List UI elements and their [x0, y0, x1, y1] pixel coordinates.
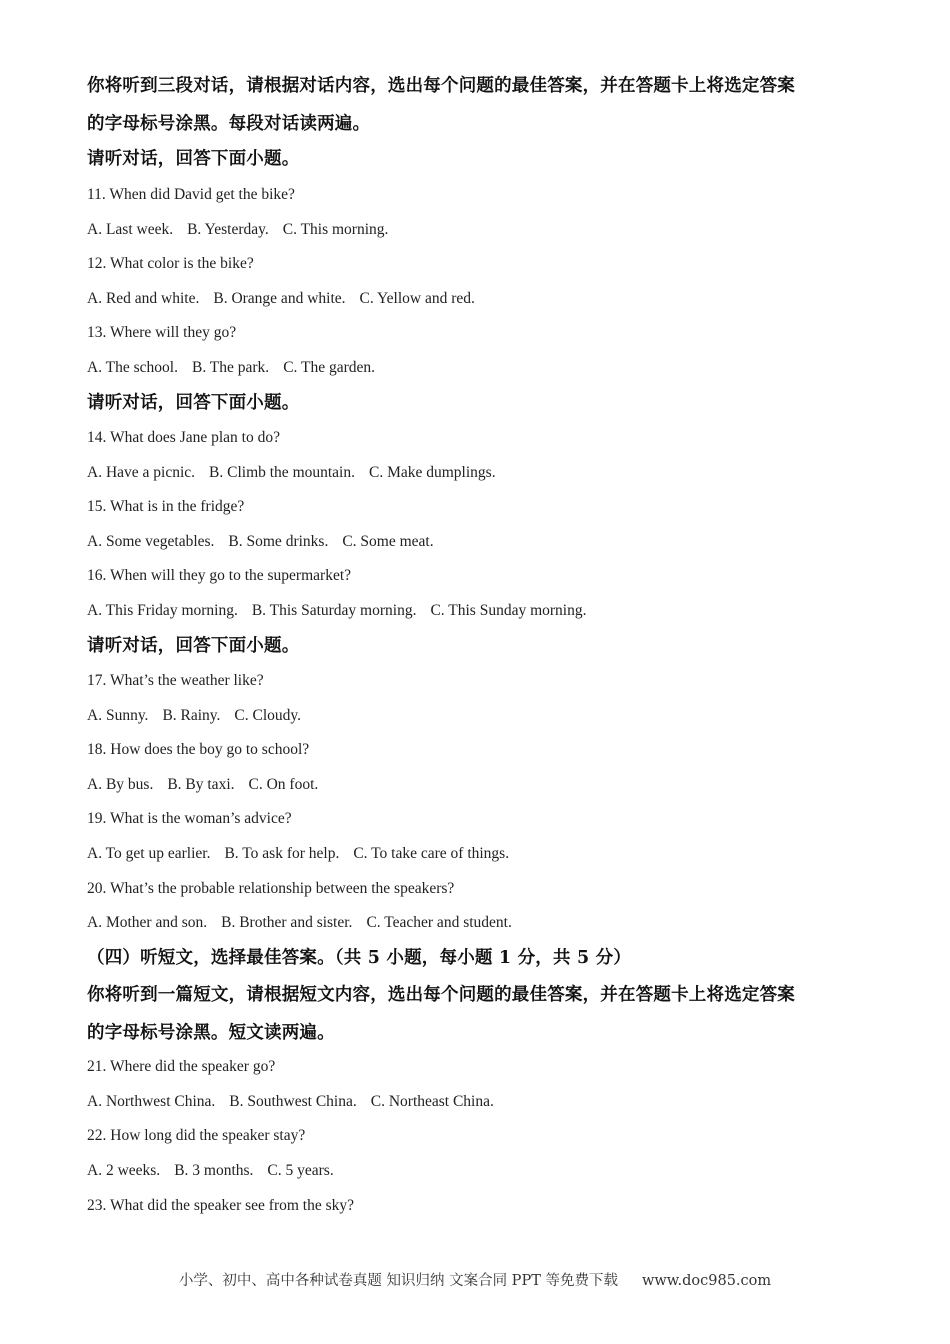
page-footer	[0, 1269, 950, 1290]
option-a: A. Red and white.	[87, 290, 200, 307]
option-b: B. Yesterday.	[187, 221, 269, 238]
question-options-13	[87, 358, 375, 378]
option-a: A. This Friday morning.	[87, 602, 238, 619]
option-b: B. Some drinks.	[228, 533, 329, 550]
option-b: B. 3 months.	[174, 1162, 254, 1179]
question-stem-23: 23. What did the speaker see from the sky?	[87, 1197, 355, 1214]
option-c: C. Cloudy.	[234, 707, 302, 724]
question-stem-21: 21. Where did the speaker go?	[87, 1058, 276, 1075]
option-a: A. Mother and son.	[87, 914, 208, 931]
option-c: C. This morning.	[282, 221, 389, 238]
option-c: C. The garden.	[283, 359, 376, 376]
question-stem-19: 19. What is the woman’s advice?	[87, 810, 292, 827]
option-a: A. To get up earlier.	[87, 845, 211, 862]
question-stem-18: 18. How does the boy go to school?	[87, 741, 310, 758]
option-a: A. By bus.	[87, 776, 154, 793]
option-c: C. Yellow and red.	[359, 290, 475, 307]
question-options-14	[87, 463, 496, 483]
question-stem-15: 15. What is in the fridge?	[87, 498, 245, 515]
option-b: B. Climb the mountain.	[209, 464, 355, 481]
option-b: B. Brother and sister.	[221, 914, 353, 931]
option-c: C. On foot.	[248, 776, 319, 793]
question-options-17	[87, 706, 301, 726]
footer-link[interactable]: www.doc985.com	[641, 1273, 772, 1289]
option-c: C. Northeast China.	[370, 1093, 494, 1110]
option-c: C. Some meat.	[342, 533, 434, 550]
option-a: A. Sunny.	[87, 707, 149, 724]
option-b: B. This Saturday morning.	[251, 602, 417, 619]
option-b: B. Southwest China.	[229, 1093, 357, 1110]
question-stem-12: 12. What color is the bike?	[87, 255, 254, 272]
question-options-21	[87, 1092, 494, 1112]
option-b: B. To ask for help.	[224, 845, 340, 862]
option-a: A. Last week.	[87, 221, 174, 238]
option-c: C. This Sunday morning.	[430, 602, 587, 619]
question-options-16	[87, 601, 586, 621]
question-options-11	[87, 220, 388, 240]
section3-instruction-line1: 你将听到三段对话，请根据对话内容，选出每个问题的最佳答案，并在答题卡上将选定答案	[87, 76, 795, 96]
section3-instruction-line2: 的字母标号涂黑。每段对话读两遍。	[87, 114, 371, 134]
option-c: C. 5 years.	[267, 1162, 334, 1179]
option-c: C. Teacher and student.	[366, 914, 512, 931]
question-options-19	[87, 844, 509, 864]
question-stem-14: 14. What does Jane plan to do?	[87, 429, 280, 446]
option-a: A. Some vegetables.	[87, 533, 215, 550]
option-a: A. 2 weeks.	[87, 1162, 161, 1179]
question-options-20	[87, 913, 512, 933]
option-b: B. By taxi.	[167, 776, 235, 793]
question-options-18	[87, 775, 318, 795]
question-options-15	[87, 532, 434, 552]
section4-instruction-line2: 的字母标号涂黑。短文读两遍。	[87, 1023, 335, 1043]
dialogue-instruction-3: 请听对话，回答下面小题。	[87, 636, 300, 656]
dialogue-instruction-2: 请听对话，回答下面小题。	[87, 393, 300, 413]
question-stem-17: 17. What’s the weather like?	[87, 672, 264, 689]
question-options-22	[87, 1161, 334, 1181]
question-stem-22: 22. How long did the speaker stay?	[87, 1127, 306, 1144]
option-b: B. Rainy.	[162, 707, 221, 724]
question-options-12	[87, 289, 475, 309]
section4-instruction-line1: 你将听到一篇短文，请根据短文内容，选出每个问题的最佳答案，并在答题卡上将选定答案	[87, 985, 795, 1005]
question-stem-16: 16. When will they go to the supermarket?	[87, 567, 352, 584]
option-a: A. Have a picnic.	[87, 464, 196, 481]
footer-text: 小学、初中、高中各种试卷真题 知识归纳 文案合同 PPT 等免费下载	[178, 1273, 618, 1289]
option-b: B. Orange and white.	[213, 290, 346, 307]
option-a: A. The school.	[87, 359, 178, 376]
option-a: A. Northwest China.	[87, 1093, 216, 1110]
question-stem-13: 13. Where will they go?	[87, 324, 237, 341]
section4-title: （四）听短文，选择最佳答案。（共 5 小题，每小题 1 分，共 5 分）	[87, 948, 632, 968]
dialogue-instruction-1: 请听对话，回答下面小题。	[87, 149, 300, 169]
option-b: B. The park.	[191, 359, 270, 376]
option-c: C. Make dumplings.	[369, 464, 496, 481]
question-stem-11: 11. When did David get the bike?	[87, 186, 295, 203]
option-c: C. To take care of things.	[353, 845, 510, 862]
question-stem-20: 20. What’s the probable relationship between the speakers?	[87, 880, 455, 897]
